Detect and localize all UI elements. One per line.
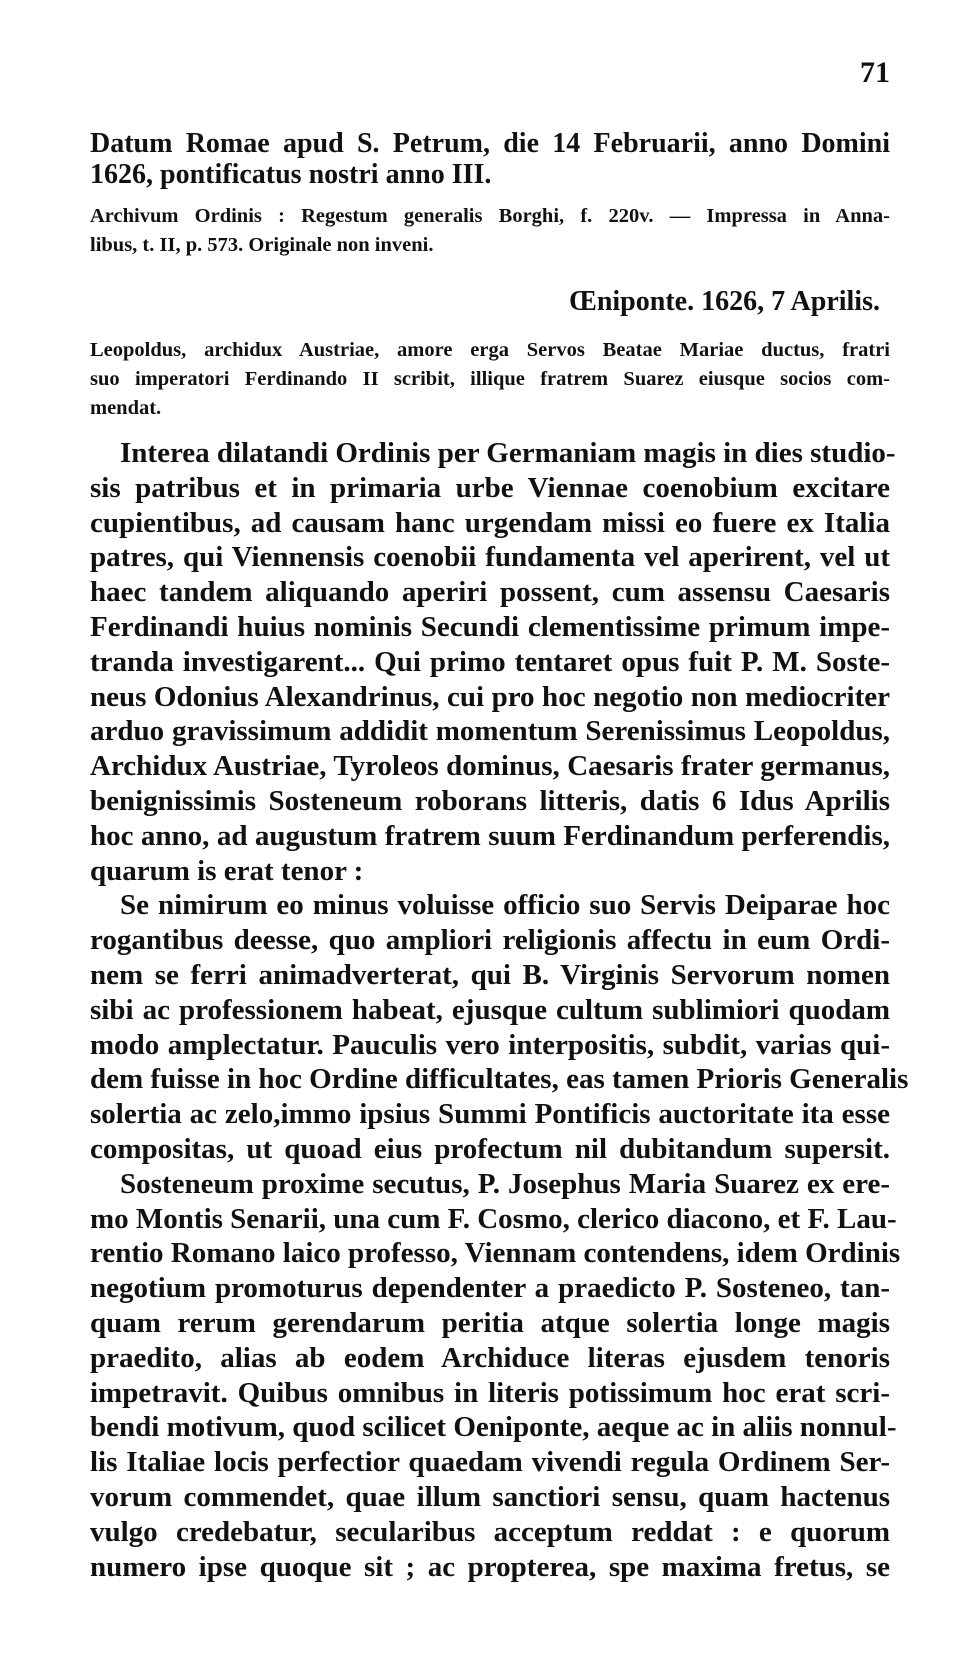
text-line: sis patribus et in primaria urbe Viennae coenobium excitare <box>90 471 890 504</box>
text-line: Archivum Ordinis : Regestum generalis Borghi, f. 220v. — Impressa in Anna- <box>90 205 890 227</box>
text-line: tranda investigarent... Qui primo tentaret opus fuit P. M. Soste- <box>90 645 890 678</box>
text-line: compositas, ut quoad eius profectum nil dubitandum supersit. <box>90 1132 890 1165</box>
text-line: nem se ferri animadverterat, qui B. Virginis Servorum nomen <box>90 958 890 991</box>
text-line: quam rerum gerendarum peritia atque solertia longe magis <box>90 1306 890 1339</box>
text-line: dem fuisse in hoc Ordine difficultates, eas tamen Prioris Generalis <box>90 1063 909 1096</box>
text-line: arduo gravissimum addidit momentum Serenissimus Leopoldus, <box>90 715 890 748</box>
text-line: cupientibus, ad causam hanc urgendam missi eo fuere ex Italia <box>90 506 890 539</box>
text-line: neus Odonius Alexandrinus, cui pro hoc negotio non mediocriter <box>90 680 890 713</box>
text-line: numero ipse quoque sit ; ac propterea, spe maxima fretus, se <box>90 1550 890 1583</box>
text-line: Leopoldus, archidux Austriae, amore erga Servos Beatae Mariae ductus, fratri <box>90 339 890 361</box>
text-line: vorum commendet, quae illum sanctiori sensu, quam hactenus <box>90 1480 890 1513</box>
text-line: libus, t. II, p. 573. Originale non inveni. <box>90 234 434 256</box>
text-line: solertia ac zelo,immo ipsius Summi Pontificis auctoritate ita esse <box>90 1098 890 1131</box>
text-line: impetravit. Quibus omnibus in literis potissimum hoc erat scri- <box>90 1376 890 1409</box>
datum-paragraph <box>90 128 890 190</box>
text-line: mo Montis Senarii, una cum F. Cosmo, clerico diacono, et F. Lau- <box>90 1202 897 1235</box>
text-line: sibi ac professionem habeat, ejusque cultum sublimiori quodam <box>90 993 890 1026</box>
text-line: quarum is erat tenor : <box>90 854 364 887</box>
text-line: mendat. <box>90 397 162 419</box>
text-line: 1626, pontificatus nostri anno III. <box>90 159 492 190</box>
page-number: 71 <box>860 56 890 89</box>
text-line: lis Italiae locis perfectior quaedam vivendi regula Ordinem Ser- <box>90 1446 890 1479</box>
text-line: vulgo credebatur, secularibus acceptum reddat : e quorum <box>90 1515 890 1548</box>
text-line: Datum Romae apud S. Petrum, die 14 Februarii, anno Domini <box>90 128 890 159</box>
text-line: Archidux Austriae, Tyroleos dominus, Caesaris frater germanus, <box>90 750 890 783</box>
text-line: modo amplectatur. Pauculis vero interpositis, subdit, varias qui- <box>90 1028 890 1061</box>
text-line: haec tandem aliquando aperiri possent, cum assensu Caesaris <box>90 576 890 609</box>
text-line: bendi motivum, quod scilicet Oeniponte, aeque ac in aliis nonnul- <box>90 1411 897 1444</box>
text-line: negotium promoturus dependenter a praedicto P. Sosteneo, tan- <box>90 1272 890 1305</box>
text-line: Se nimirum eo minus voluisse officio suo Servis Deiparae hoc <box>120 889 890 922</box>
body-text <box>90 436 909 1584</box>
text-line: rogantibus deesse, quo ampliori religionis affectu in eum Ordi- <box>90 924 890 957</box>
place-date-heading: Œniponte. 1626, 7 Aprilis. <box>568 286 880 317</box>
text-line: hoc anno, ad augustum fratrem suum Ferdinandum perferendis, <box>90 819 890 852</box>
text-line: Interea dilatandi Ordinis per Germaniam magis in dies studio- <box>120 437 896 469</box>
text-line: patres, qui Viennensis coenobii fundamenta vel aperirent, vel ut <box>90 541 890 574</box>
archive-note <box>90 202 890 260</box>
text-line: benignissimis Sosteneum roborans litteris, datis 6 Idus Aprilis <box>90 784 890 817</box>
text-line: suo imperatori Ferdinando II scribit, illique fratrem Suarez eiusque socios com- <box>90 368 890 390</box>
summary-paragraph <box>90 336 890 423</box>
text-line: rentio Romano laico professo, Viennam contendens, idem Ordinis <box>90 1237 901 1270</box>
text-line: Ferdinandi huius nominis Secundi clementissime primum impe- <box>90 610 890 643</box>
text-line: Sosteneum proxime secutus, P. Josephus Maria Suarez ex ere- <box>120 1167 890 1200</box>
text-line: praedito, alias ab eodem Archiduce literas ejusdem tenoris <box>90 1341 890 1374</box>
